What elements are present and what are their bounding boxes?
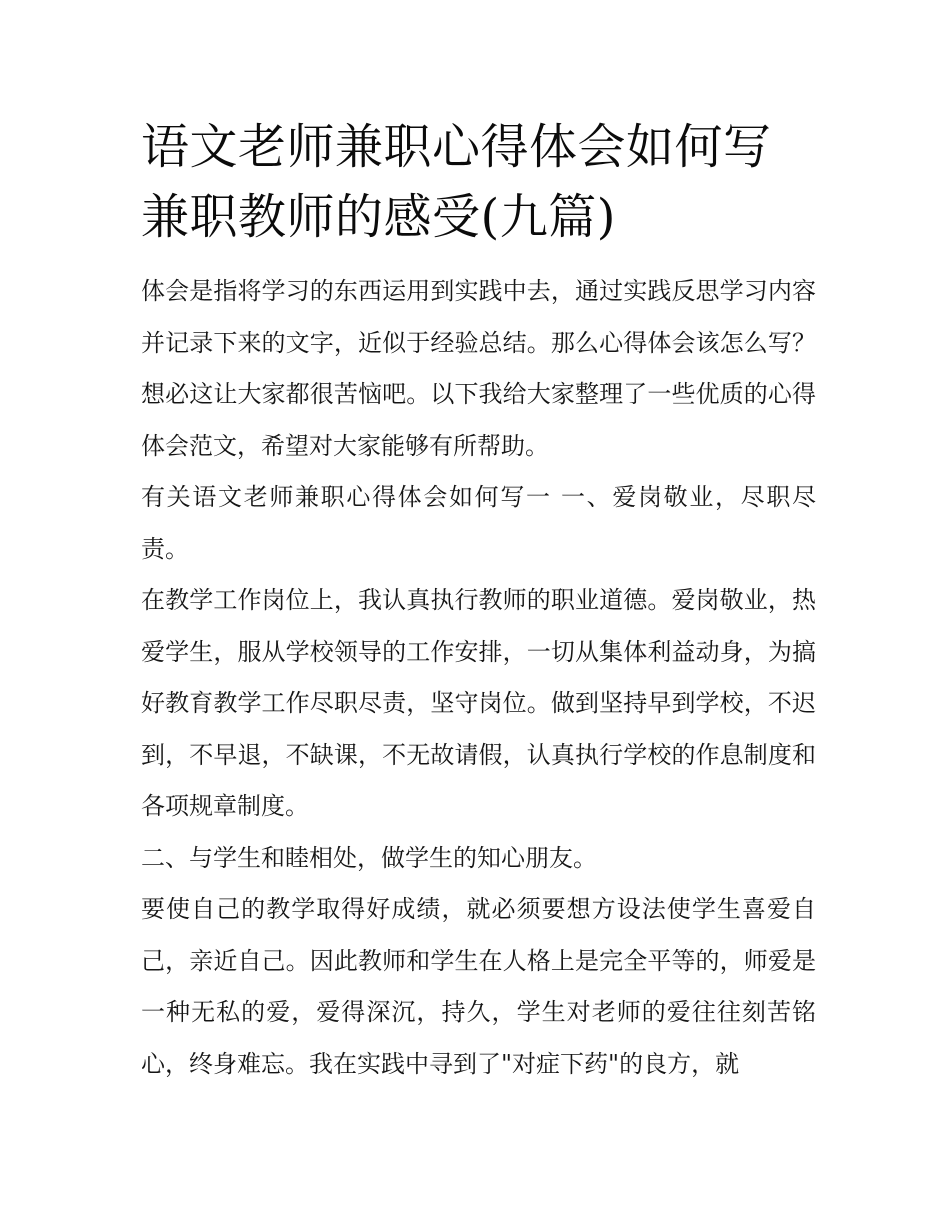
title-line-2: 兼职教师的感受(九篇) (141, 189, 616, 245)
body-paragraph-1: 在教学工作岗位上，我认真执行教师的职业道德。爱岗敬业，热爱学生，服从学校领导的工作安排，一切从集体利益动身，为搞好教育教学工作尽职尽责，坚守岗位。做到坚持早到学校，不迟到，不早退，不缺课，不无故请假，认真执行学校的作息制度和各项规章制度。 (141, 586, 816, 820)
body-paragraph-2: 要使自己的教学取得好成绩，就必须要想方设法使学生喜爱自己，亲近自己。因此教师和学生在人格上是完全平等的，师爱是一种无私的爱，爱得深沉，持久，学生对老师的爱往往刻苦铭心，终身难忘。我在实践中寻到了"对症下药"的良方，就 (141, 895, 816, 1078)
document-content (141, 112, 816, 1090)
document-body (141, 266, 816, 1090)
intro-paragraph: 体会是指将学习的东西运用到实践中去，通过实践反思学习内容并记录下来的文字，近似于经验总结。那么心得体会该怎么写？想必这让大家都很苦恼吧。以下我给大家整理了一些优质的心得体会范文，希望对大家能够有所帮助。 (141, 277, 816, 460)
document-title (141, 112, 816, 252)
section-heading-2: 二、与学生和睦相处，做学生的知心朋友。 (141, 843, 597, 872)
title-line-1: 语文老师兼职心得体会如何写 (141, 119, 772, 175)
section-heading-1: 有关语文老师兼职心得体会如何写一 一、爱岗敬业，尽职尽责。 (141, 483, 816, 563)
